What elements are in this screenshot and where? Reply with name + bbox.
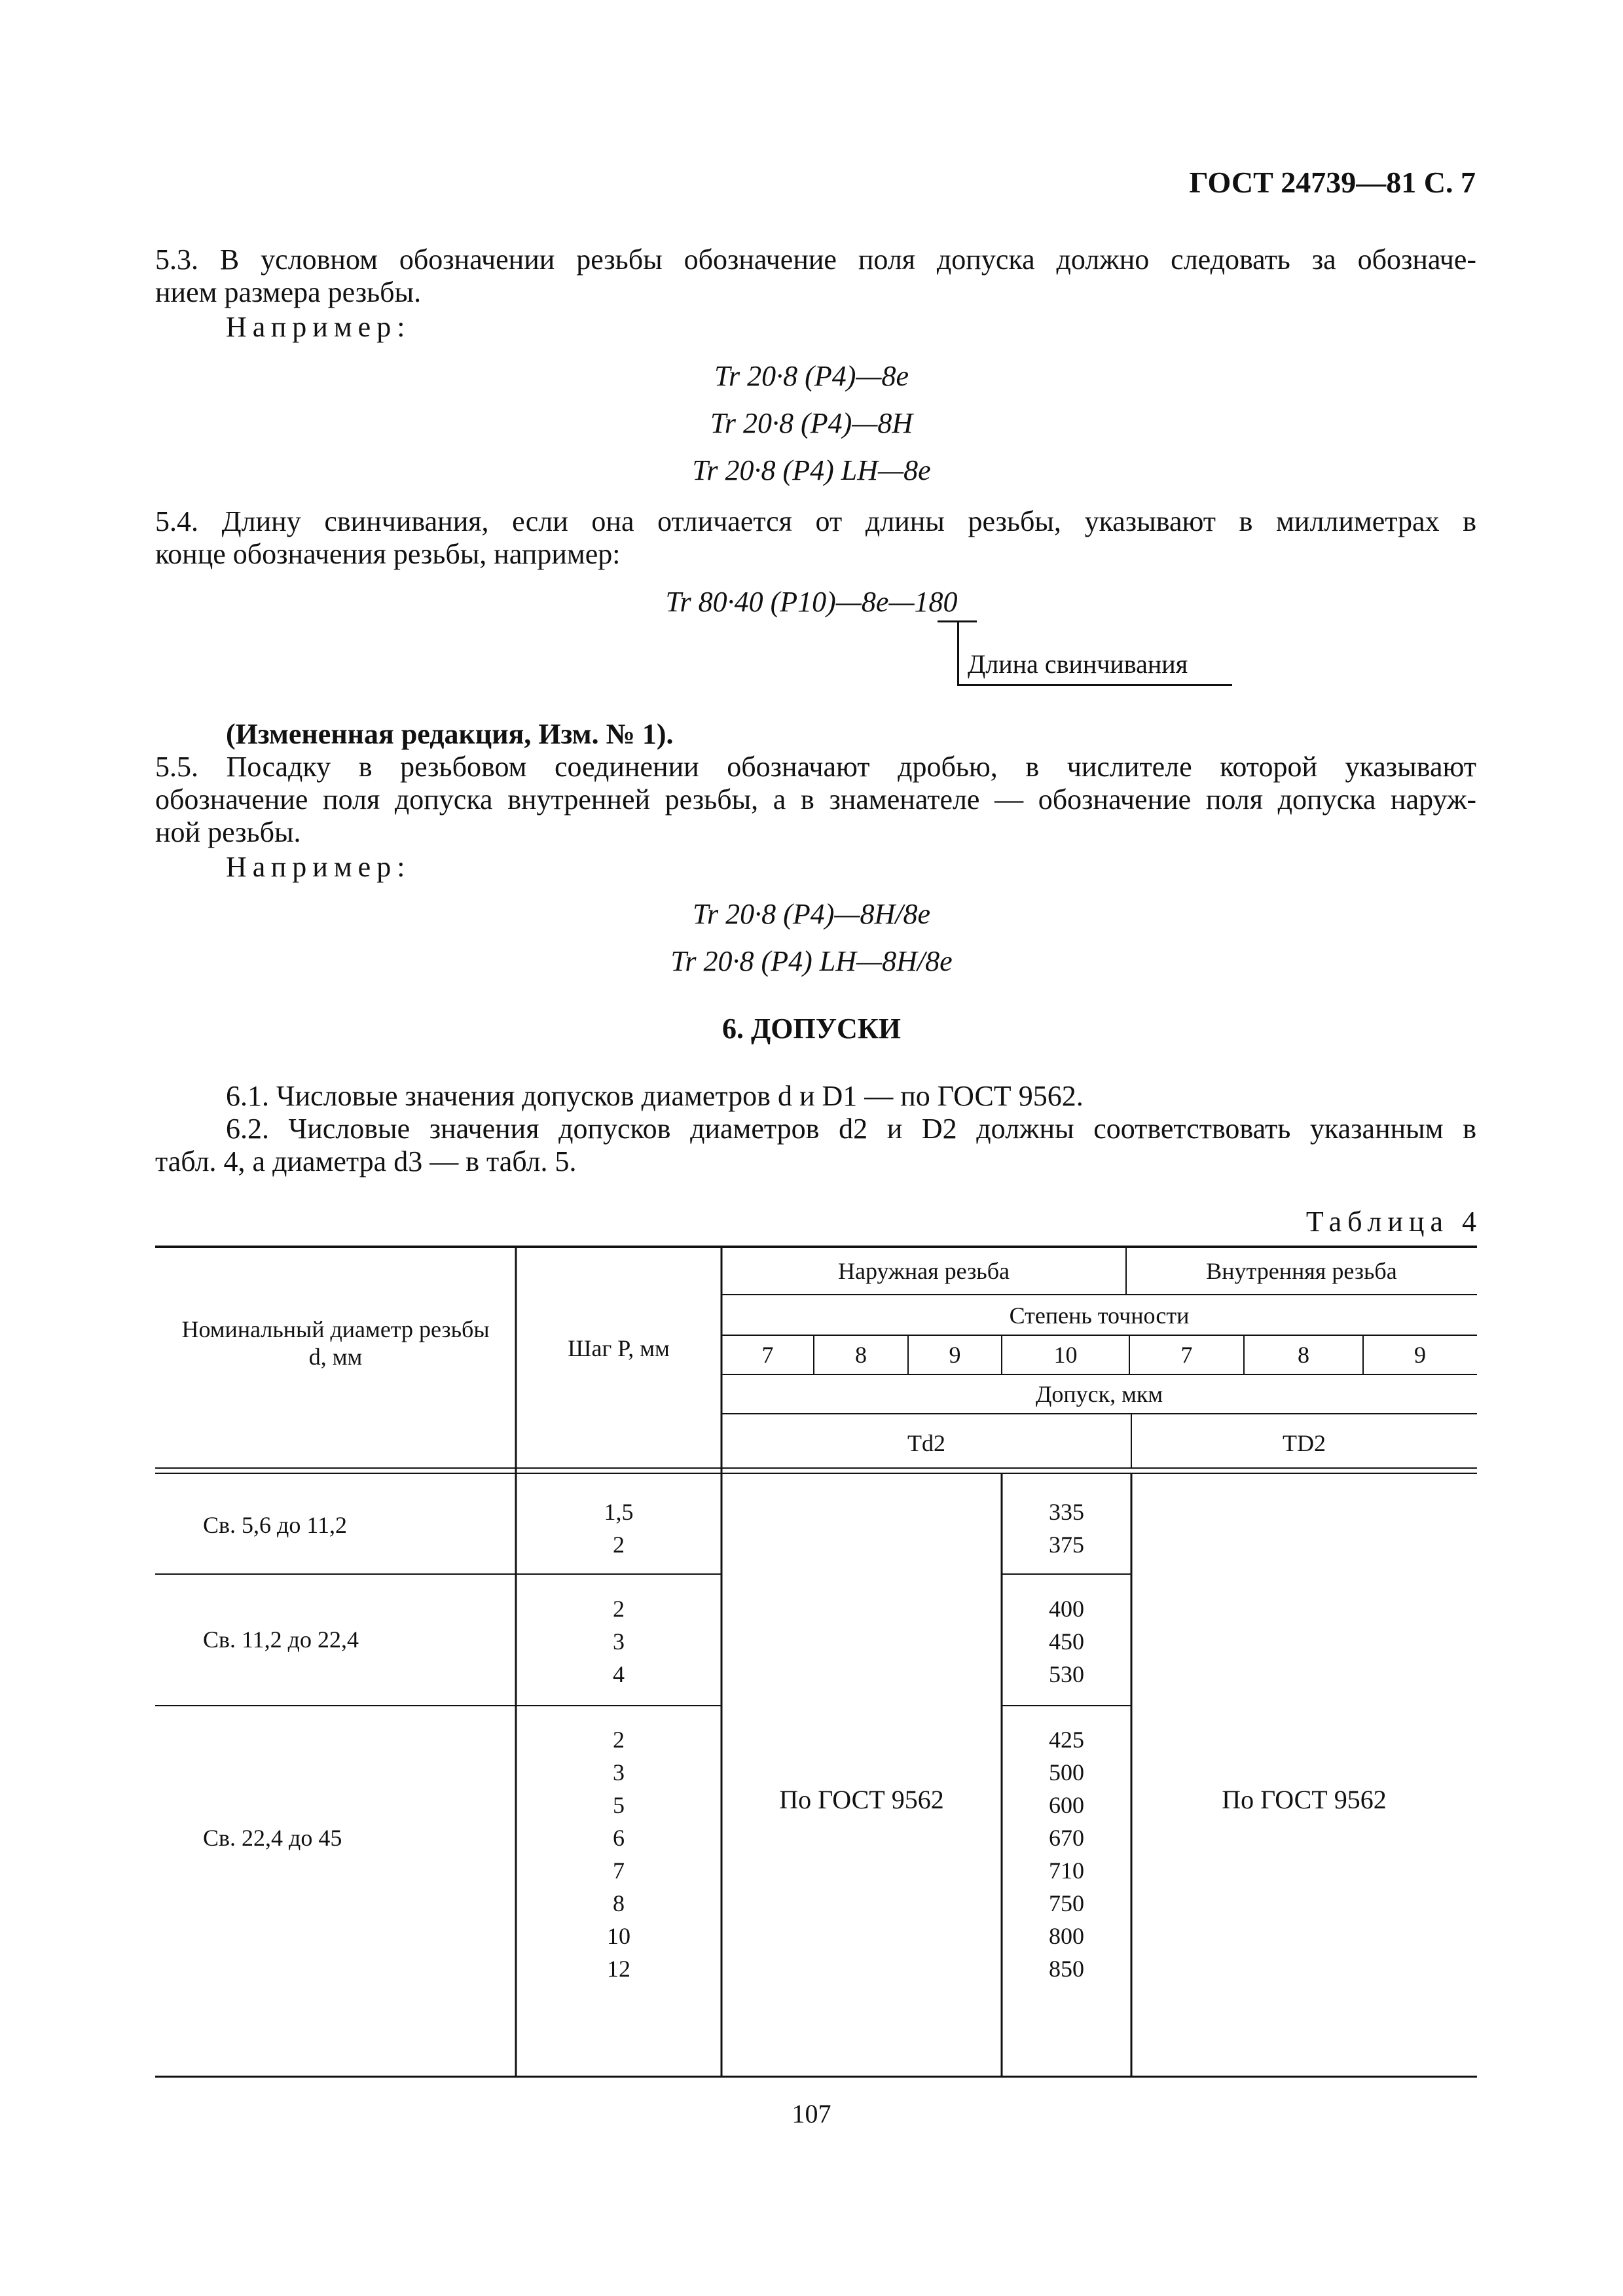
row2-value-1: 400 (1049, 1596, 1084, 1622)
grade-external-10: 10 (1053, 1342, 1078, 1368)
section-5-4-line1: 5.4. Длину свинчивания, если она отличается от длины резьбы, указывают в миллиметрах в (155, 505, 1476, 537)
tolerance-header: Допуск, мкм (1035, 1381, 1163, 1407)
example-length-designation: Tr 80·40 (P10)—8e—180 (665, 586, 958, 618)
row3-pitch-3: 5 (613, 1792, 625, 1818)
section-5-3-line2: нием размера резьбы. (155, 276, 422, 308)
fit-designation-2: Tr 20·8 (P4) LH—8H/8e (670, 945, 953, 977)
section-5-5-line2: обозначение поля допуска внутренней резьбы, а в знаменателе — обозначение поля допуска наруж- (155, 783, 1476, 816)
section-5-5-line3: ной резьбы. (155, 816, 301, 848)
row3-pitch-6: 8 (613, 1890, 625, 1916)
table-caption: Таблица 4 (1305, 1206, 1482, 1238)
section-5-4-line2: конце обозначения резьбы, например: (155, 538, 621, 570)
page-header: ГОСТ 24739—81 С. 7 (1189, 166, 1476, 199)
row1-pitch-2: 2 (613, 1532, 625, 1558)
example-designation-3: Tr 20·8 (P4) LH—8e (692, 454, 931, 486)
row3-pitch-7: 10 (607, 1923, 630, 1949)
row2-value-3: 530 (1049, 1661, 1084, 1687)
row3-value-6: 750 (1049, 1890, 1084, 1916)
example-label-5-5: Например: (226, 851, 411, 883)
example-designation-1: Tr 20·8 (P4)—8e (714, 360, 909, 392)
row3-pitch-1: 2 (613, 1727, 625, 1753)
callout-label: Длина свинчивания (968, 649, 1188, 679)
group-header-external: Наружная резьба (837, 1258, 1010, 1284)
row3-pitch-8: 12 (607, 1956, 630, 1982)
col-header-pitch: Шаг P, мм (568, 1335, 670, 1361)
row3-value-5: 710 (1049, 1857, 1084, 1884)
grade-external-9: 9 (949, 1342, 961, 1368)
page-number: 107 (792, 2099, 831, 2128)
row3-value-3: 600 (1049, 1792, 1084, 1818)
row1-pitch-1: 1,5 (604, 1499, 634, 1525)
row2-pitch-1: 2 (613, 1596, 625, 1622)
paragraph-6-2-line2: табл. 4, а диаметра d3 — в табл. 5. (155, 1145, 577, 1177)
grade-internal-9: 9 (1414, 1342, 1426, 1368)
grade-internal-7: 7 (1180, 1342, 1193, 1368)
row3-value-4: 670 (1049, 1825, 1084, 1851)
row3-value-2: 500 (1049, 1759, 1084, 1785)
row-range-2: Св. 11,2 до 22,4 (203, 1626, 359, 1653)
row-range-1: Св. 5,6 до 11,2 (203, 1512, 347, 1538)
group-header-internal: Внутренняя резьба (1206, 1258, 1397, 1284)
accuracy-header: Степень точности (1009, 1302, 1190, 1329)
amendment-note: (Измененная редакция, Изм. № 1). (226, 718, 674, 750)
paragraph-6-1: 6.1. Числовые значения допусков диаметров d и D1 — по ГОСТ 9562. (226, 1080, 1084, 1112)
row2-value-2: 450 (1049, 1628, 1084, 1655)
grade-external-7: 7 (761, 1342, 774, 1368)
row3-pitch-5: 7 (613, 1857, 625, 1884)
row2-pitch-3: 4 (613, 1661, 625, 1687)
example-designation-2: Tr 20·8 (P4)—8H (710, 407, 913, 439)
row1-value-1: 335 (1049, 1499, 1084, 1525)
row3-value-1: 425 (1049, 1727, 1084, 1753)
merged-note-external: По ГОСТ 9562 (779, 1785, 944, 1814)
grade-internal-8: 8 (1298, 1342, 1309, 1368)
col-header-diameter: Номинальный диаметр резьбы d, мм (181, 1316, 490, 1370)
tolerance-symbol-external: Td2 (907, 1430, 945, 1456)
paragraph-6-2-line1: 6.2. Числовые значения допусков диаметров d2 и D2 должны соответствовать указанным в (226, 1113, 1476, 1145)
fit-designation-1: Tr 20·8 (P4)—8H/8e (693, 898, 930, 930)
grade-external-8: 8 (855, 1342, 867, 1368)
merged-note-internal: По ГОСТ 9562 (1222, 1785, 1387, 1814)
row3-value-8: 850 (1049, 1956, 1084, 1982)
row3-pitch-2: 3 (613, 1759, 625, 1785)
row-range-3: Св. 22,4 до 45 (203, 1825, 342, 1851)
section-5-3-line1: 5.3. В условном обозначении резьбы обозначение поля допуска должно следовать за обозначе- (155, 243, 1476, 276)
tolerance-symbol-internal: TD2 (1283, 1430, 1326, 1456)
row3-pitch-4: 6 (613, 1825, 625, 1851)
example-label-5-3: Например: (226, 311, 411, 343)
row3-value-7: 800 (1049, 1923, 1084, 1949)
row2-pitch-2: 3 (613, 1628, 625, 1655)
section-heading: 6. ДОПУСКИ (722, 1013, 901, 1045)
section-5-5-line1: 5.5. Посадку в резьбовом соединении обозначают дробью, в числителе которой указывают (155, 751, 1476, 783)
row1-value-2: 375 (1049, 1532, 1084, 1558)
